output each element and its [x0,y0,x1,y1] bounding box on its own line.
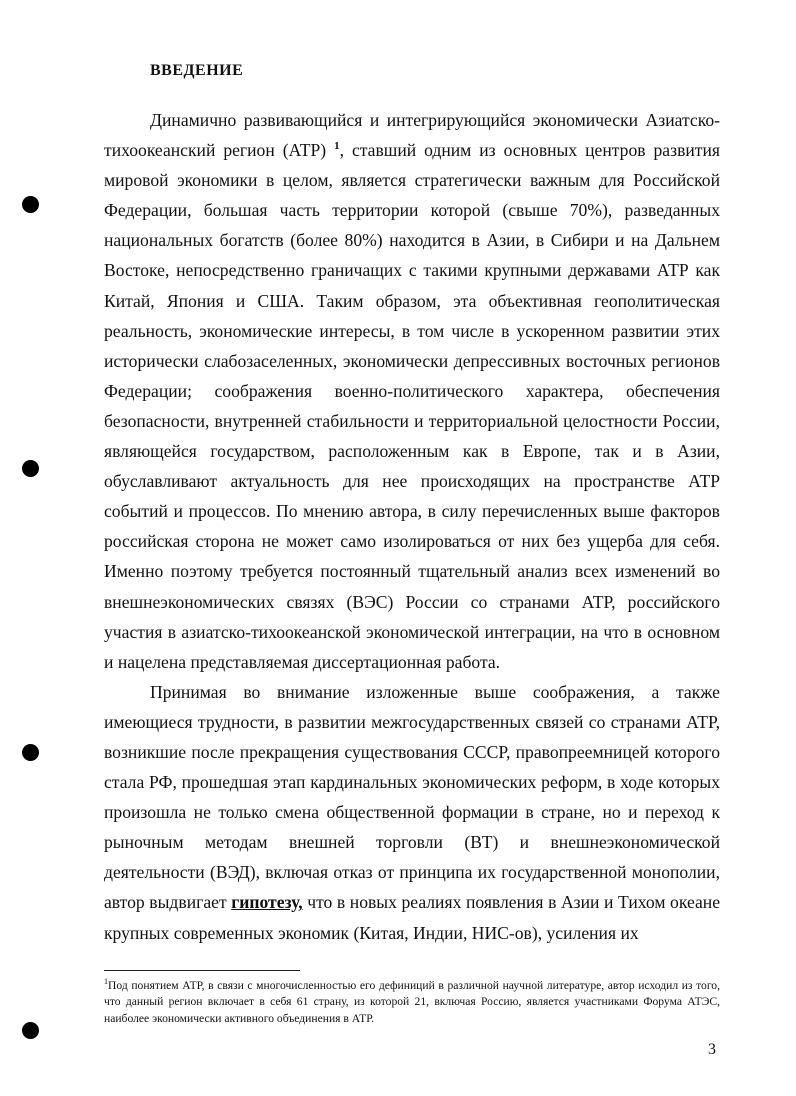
footnote [104,978,720,1027]
paragraph [104,105,720,677]
footnote-reference: 1 [334,140,340,153]
paragraph-text: что в новых реалиях появления в Азии и Тихом океане крупных современных экономик (Китая, Индии, НИС-ов), усиления их [104,892,720,943]
footnote-mark: 1 [104,977,108,987]
binder-hole-marker [22,196,39,213]
paragraph-text: Принимая во внимание изложенные выше соображения, а также имеющиеся трудности, в развитии межгосударственных связей со странами АТР, возникшие после прекращения существования СССР, правопреемницей которого стала РФ, прошедшая этап кардинальных экономических реформ, в ходе которых произошла не только смена общественной формации в стране, но и переход к рыночным методам внешней торговли (ВТ) и внешнеэкономической деятельности (ВЭД), включая отказ от принципа их государственной монополии, автор выдвигает [104,681,720,913]
body-text [104,105,720,948]
paragraph [104,677,720,948]
footnote-divider [104,970,300,971]
emphasized-term: гипотезу, [231,892,303,913]
binder-hole-marker [22,460,39,477]
page-number: 3 [708,1041,716,1058]
binder-hole-marker [22,1022,39,1039]
paragraph-text: , ставший одним из основных центров развития мировой экономики в целом, является стратегически важным для Российской Федерации, большая часть территории которой (свыше 70%), разведанных национальных богатств (более 80%) находится в Азии, в Сибири и на Дальнем Востоке, непосредственно граничащих с такими крупными державами АТР как Китай, Япония и США. Таким образом, эта объективная геополитическая реальность, экономические интересы, в том числе в ускоренном развитии этих исторически слабозаселенных, экономически депрессивных восточных регионов Федерации; соображения военно-политического характера, обеспечения безопасности, внутренней стабильности и территориальной целостности России, являющейся государством, расположенным как в Европе, так и в Азии, обуславливают актуальность для нее происходящих на пространстве АТР событий и процессов. По мнению автора, в силу перечисленных выше факторов российская сторона не может само изолироваться от них без ущерба для себя. Именно поэтому требуется постоянный тщательный анализ всех изменений во внешнеэкономических связях (ВЭС) России со странами АТР, российского участия в азиатско-тихоокеанской экономической интеграции, на что в основном и нацелена представляемая диссертационная работа. [104,140,720,672]
binder-hole-marker [22,744,39,761]
section-heading: ВВЕДЕНИЕ [150,62,244,79]
footnote-text: Под понятием АТР, в связи с многочисленностью его дефиниций в различной научной литературе, автор исходил из того, что данный регион включает в себя 61 страну, из которой 21, включая Россию, является участниками Форума АТЭС, наиболее экономически активного объединения в АТР. [104,979,720,1025]
paragraph-text: Динамично развивающийся и интегрирующийся экономически Азиатско-тихоокеанский регион (АТР) [104,110,720,161]
